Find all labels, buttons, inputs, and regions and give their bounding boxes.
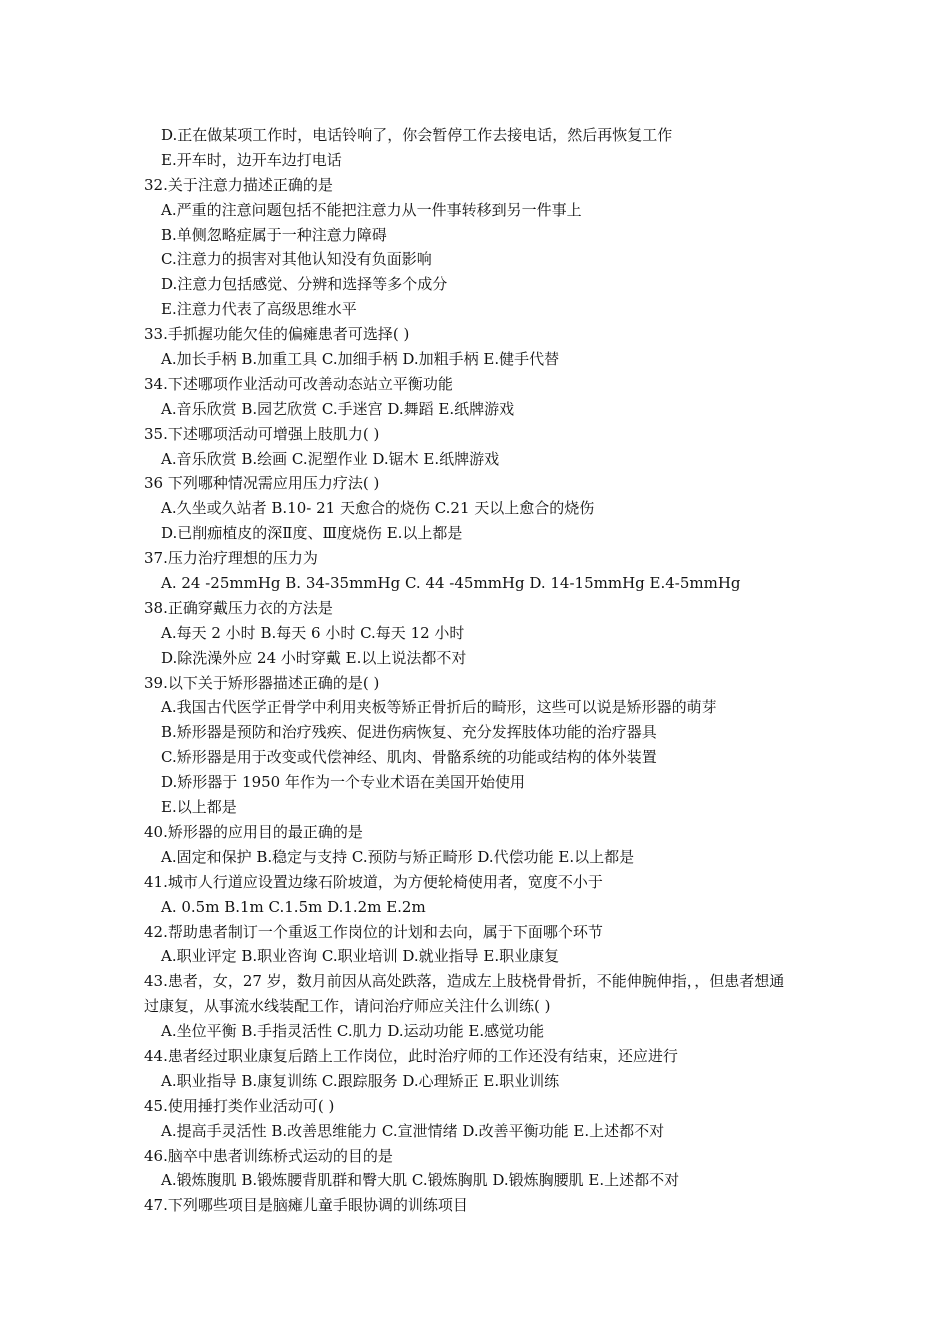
- answer-options: D.已削痂植皮的深Ⅱ度、Ⅲ度烧伤 E.以上都是: [161, 524, 463, 543]
- answer-options: D.矫形器于 1950 年作为一个专业术语在美国开始使用: [161, 773, 525, 792]
- question-text: 42.帮助患者制订一个重返工作岗位的计划和去向，属于下面哪个环节: [144, 922, 603, 941]
- answer-options: A.坐位平衡 B.手指灵活性 C.肌力 D.运动功能 E.感觉功能: [161, 1022, 545, 1041]
- question-text: 43.患者，女，27 岁，数月前因从高处跌落，造成左上肢桡骨骨折，不能伸腕伸指，，但患者想通: [144, 972, 785, 991]
- question-text: 45.使用捶打类作业活动可( ): [144, 1096, 335, 1115]
- answer-options: E.注意力代表了高级思维水平: [161, 300, 357, 319]
- answer-options: A.严重的注意问题包括不能把注意力从一件事转移到另一件事上: [161, 200, 582, 219]
- question-text: 40.矫形器的应用目的最正确的是: [144, 822, 363, 841]
- question-text: 35.下述哪项活动可增强上肢肌力( ): [144, 424, 380, 443]
- answer-options: A.职业评定 B.职业咨询 C.职业培训 D.就业指导 E.职业康复: [161, 947, 560, 966]
- question-text: 39.以下关于矫形器描述正确的是( ): [144, 673, 380, 692]
- answer-options: A.锻炼腹肌 B.锻炼腰背肌群和臀大肌 C.锻炼胸肌 D.锻炼胸腰肌 E.上述都不对: [161, 1171, 680, 1190]
- answer-options: E.开车时，边开车边打电话: [161, 150, 342, 169]
- answer-options: C.注意力的损害对其他认知没有负面影响: [161, 250, 432, 269]
- answer-options: E.以上都是: [161, 798, 237, 817]
- answer-options: A.固定和保护 B.稳定与支持 C.预防与矫正畸形 D.代偿功能 E.以上都是: [161, 847, 635, 866]
- question-text: 37.压力治疗理想的压力为: [144, 549, 318, 568]
- answer-options: A. 0.5m B.1m C.1.5m D.1.2m E.2m: [161, 897, 426, 916]
- question-text: 36 下列哪种情况需应用压力疗法( ): [144, 474, 380, 493]
- answer-options: D.正在做某项工作时，电话铃响了，你会暂停工作去接电话，然后再恢复工作: [161, 126, 673, 144]
- answer-options: A.音乐欣赏 B.绘画 C.泥塑作业 D.锯木 E.纸牌游戏: [161, 449, 500, 468]
- answer-options: A.职业指导 B.康复训练 C.跟踪服务 D.心理矫正 E.职业训练: [161, 1071, 560, 1090]
- answer-options: A.我国古代医学正骨学中利用夹板等矫正骨折后的畸形，这些可以说是矫形器的萌芽: [161, 698, 717, 717]
- answer-options: A.久坐或久站者 B.10- 21 天愈合的烧伤 C.21 天以上愈合的烧伤: [161, 499, 595, 518]
- question-text: 46.脑卒中患者训练桥式运动的目的是: [144, 1146, 393, 1165]
- answer-options: A.加长手柄 B.加重工具 C.加细手柄 D.加粗手柄 E.健手代替: [161, 350, 560, 369]
- answer-options: D.注意力包括感觉、分辨和选择等多个成分: [161, 275, 448, 294]
- answer-options: B.矫形器是预防和治疗残疾、促进伤病恢复、充分发挥肢体功能的治疗器具: [161, 723, 657, 742]
- question-text: 34.下述哪项作业活动可改善动态站立平衡功能: [144, 374, 453, 393]
- answer-options: B.单侧忽略症属于一种注意力障碍: [161, 225, 387, 244]
- answer-options: A. 24 -25mmHg B. 34-35mmHg C. 44 -45mmHg D. 14-15mmHg E.4-5mmHg: [161, 574, 741, 593]
- question-text: 33.手抓握功能欠佳的偏瘫患者可选择( ): [144, 325, 410, 344]
- question-text: 41.城市人行道应设置边缘石阶坡道，为方便轮椅使用者，宽度不小于: [144, 872, 603, 891]
- question-text: 47.下列哪些项目是脑瘫儿童手眼协调的训练项目: [144, 1196, 468, 1215]
- answer-options: A.音乐欣赏 B.园艺欣赏 C.手迷宫 D.舞蹈 E.纸牌游戏: [161, 399, 515, 418]
- answer-options: C.矫形器是用于改变或代偿神经、肌肉、骨骼系统的功能或结构的体外装置: [161, 748, 657, 767]
- question-text: 38.正确穿戴压力衣的方法是: [144, 598, 333, 617]
- question-text: 44.患者经过职业康复后踏上工作岗位，此时治疗师的工作还没有结束，还应进行: [144, 1046, 678, 1065]
- answer-options: A.每天 2 小时 B.每天 6 小时 C.每天 12 小时: [161, 623, 465, 642]
- question-text: 过康复，从事流水线装配工作，请问治疗师应关注什么训练( ): [144, 997, 551, 1016]
- answer-options: D.除洗澡外应 24 小时穿戴 E.以上说法都不对: [161, 648, 467, 667]
- question-list: [144, 123, 814, 1218]
- question-text: 32.关于注意力描述正确的是: [144, 175, 333, 194]
- answer-options: A.提高手灵活性 B.改善思维能力 C.宣泄情绪 D.改善平衡功能 E.上述都不对: [161, 1121, 665, 1140]
